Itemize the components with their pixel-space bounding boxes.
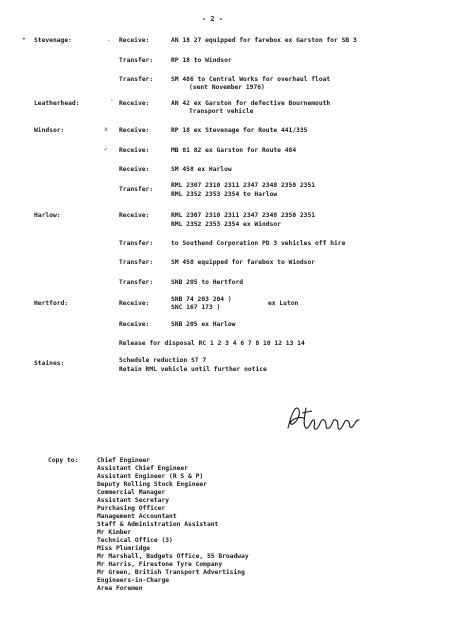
entry-detail: Transport vehicle — [189, 108, 254, 115]
page-number: - 2 - — [202, 15, 224, 23]
copy-recipient: Assistant Secretary — [97, 497, 170, 504]
action-label: Receive: — [119, 127, 150, 134]
copy-recipient: Assistant Engineer (R S & P) — [97, 473, 204, 480]
copy-recipient: Purchasing Officer — [97, 505, 166, 512]
bracket-note: ex Luton — [268, 300, 299, 307]
action-label: Transfer: — [119, 259, 154, 266]
entry-detail: (sent November 1976) — [189, 84, 265, 91]
tick-mark: ' — [110, 99, 114, 106]
entry-detail: AN 42 ex Garston for defective Bournemouth — [171, 100, 331, 107]
copy-recipient: Area Foremen — [97, 585, 143, 592]
entry-detail: SNB 205 to Hertford — [171, 279, 244, 286]
copy-recipient: Deputy Rolling Stock Engineer — [97, 481, 207, 488]
margin-mark: • — [22, 36, 26, 43]
entry-detail: AN 18 27 equipped for farebox ex Garston for SB 3 — [171, 37, 357, 44]
entry-detail: RML 2352 2353 2354 ex Windsor — [171, 221, 281, 228]
copy-recipient: Assistant Chief Engineer — [97, 465, 188, 472]
entry-detail: Release for disposal RC 1 2 3 4 6 7 8 10 12 13 14 — [119, 340, 305, 347]
entry-detail: SM 458 ex Harlow — [171, 166, 232, 173]
action-label: Receive: — [119, 147, 150, 154]
entry-detail: RML 2307 2310 2311 2347 2348 2350 2351 — [171, 182, 316, 189]
copy-recipient: Management Accountant — [97, 513, 177, 520]
entry-detail: Schedule reduction ST 7 — [119, 357, 207, 364]
entry-detail: RP 18 to Windsor — [171, 57, 232, 64]
entry-detail: MB 81 82 ex Garston for Route 484 — [171, 147, 297, 154]
entry-detail: SNB 205 ex Harlow — [171, 321, 236, 328]
copy-recipient: Engineers-in-Charge — [97, 577, 170, 584]
entry-detail: Retain RML vehicle until further notice — [119, 366, 267, 373]
action-label: Transfer: — [119, 57, 154, 64]
handwritten-signature — [282, 398, 362, 438]
action-label: Receive: — [119, 300, 150, 307]
copy-recipient: Technical Office (3) — [97, 537, 173, 544]
entry-detail: SM 486 to Central Works for overhaul float — [171, 76, 331, 83]
action-label: Receive: — [119, 212, 150, 219]
entry-detail: RML 2352 2353 2354 to Harlow — [171, 191, 278, 198]
entry-detail: SM 458 equipped for farebox to Windsor — [171, 259, 316, 266]
copy-recipient: Mr Green, British Transport Advertising — [97, 569, 245, 576]
action-label: Receive: — [119, 37, 150, 44]
copy-recipient: Mr Kimber — [97, 529, 132, 536]
copy-recipient: Staff & Administration Assistant — [97, 521, 219, 528]
action-label: Transfer: — [119, 240, 154, 247]
location-label-harlow: Harlow: — [34, 212, 61, 219]
copy-recipient: Miss Plumridge — [97, 545, 151, 552]
location-label-windsor: Windsor: — [34, 127, 65, 134]
location-label-stevenage: Stevenage: — [34, 37, 72, 44]
location-label-leatherhead: Leatherhead: — [34, 100, 80, 107]
action-label: Transfer: — [119, 279, 154, 286]
location-label-hertford: Hertford: — [34, 300, 69, 307]
entry-detail: to Southend Corporation PD 3 vehicles off hire — [171, 240, 346, 247]
entry-detail: SNC 167 173 ) — [171, 304, 221, 311]
copy-recipient: Commercial Manager — [97, 489, 166, 496]
copy-recipient: Chief Engineer — [97, 457, 151, 464]
copy-to-label: Copy to: — [48, 457, 79, 464]
location-label-staines: Staines: — [34, 360, 65, 367]
entry-detail: RP 18 ex Stevenage for Route 441/335 — [171, 127, 308, 134]
tick-mark: x — [104, 126, 108, 133]
entry-detail: SNB 74 203 204 ) — [171, 296, 232, 303]
tick-mark: . — [107, 36, 111, 43]
tick-mark: ✓ — [104, 146, 108, 153]
copy-recipient: Mr Harris, Firestone Tyre Company — [97, 561, 223, 568]
action-label: Receive: — [119, 100, 150, 107]
copy-recipient: Mr Marshall, Budgets Office, 55 Broadway — [97, 553, 249, 560]
action-label: Receive: — [119, 166, 150, 173]
entry-detail: RML 2307 2310 2311 2347 2348 2350 2351 — [171, 212, 316, 219]
action-label: Transfer: — [119, 186, 154, 193]
action-label: Receive: — [119, 321, 150, 328]
action-label: Transfer: — [119, 76, 154, 83]
